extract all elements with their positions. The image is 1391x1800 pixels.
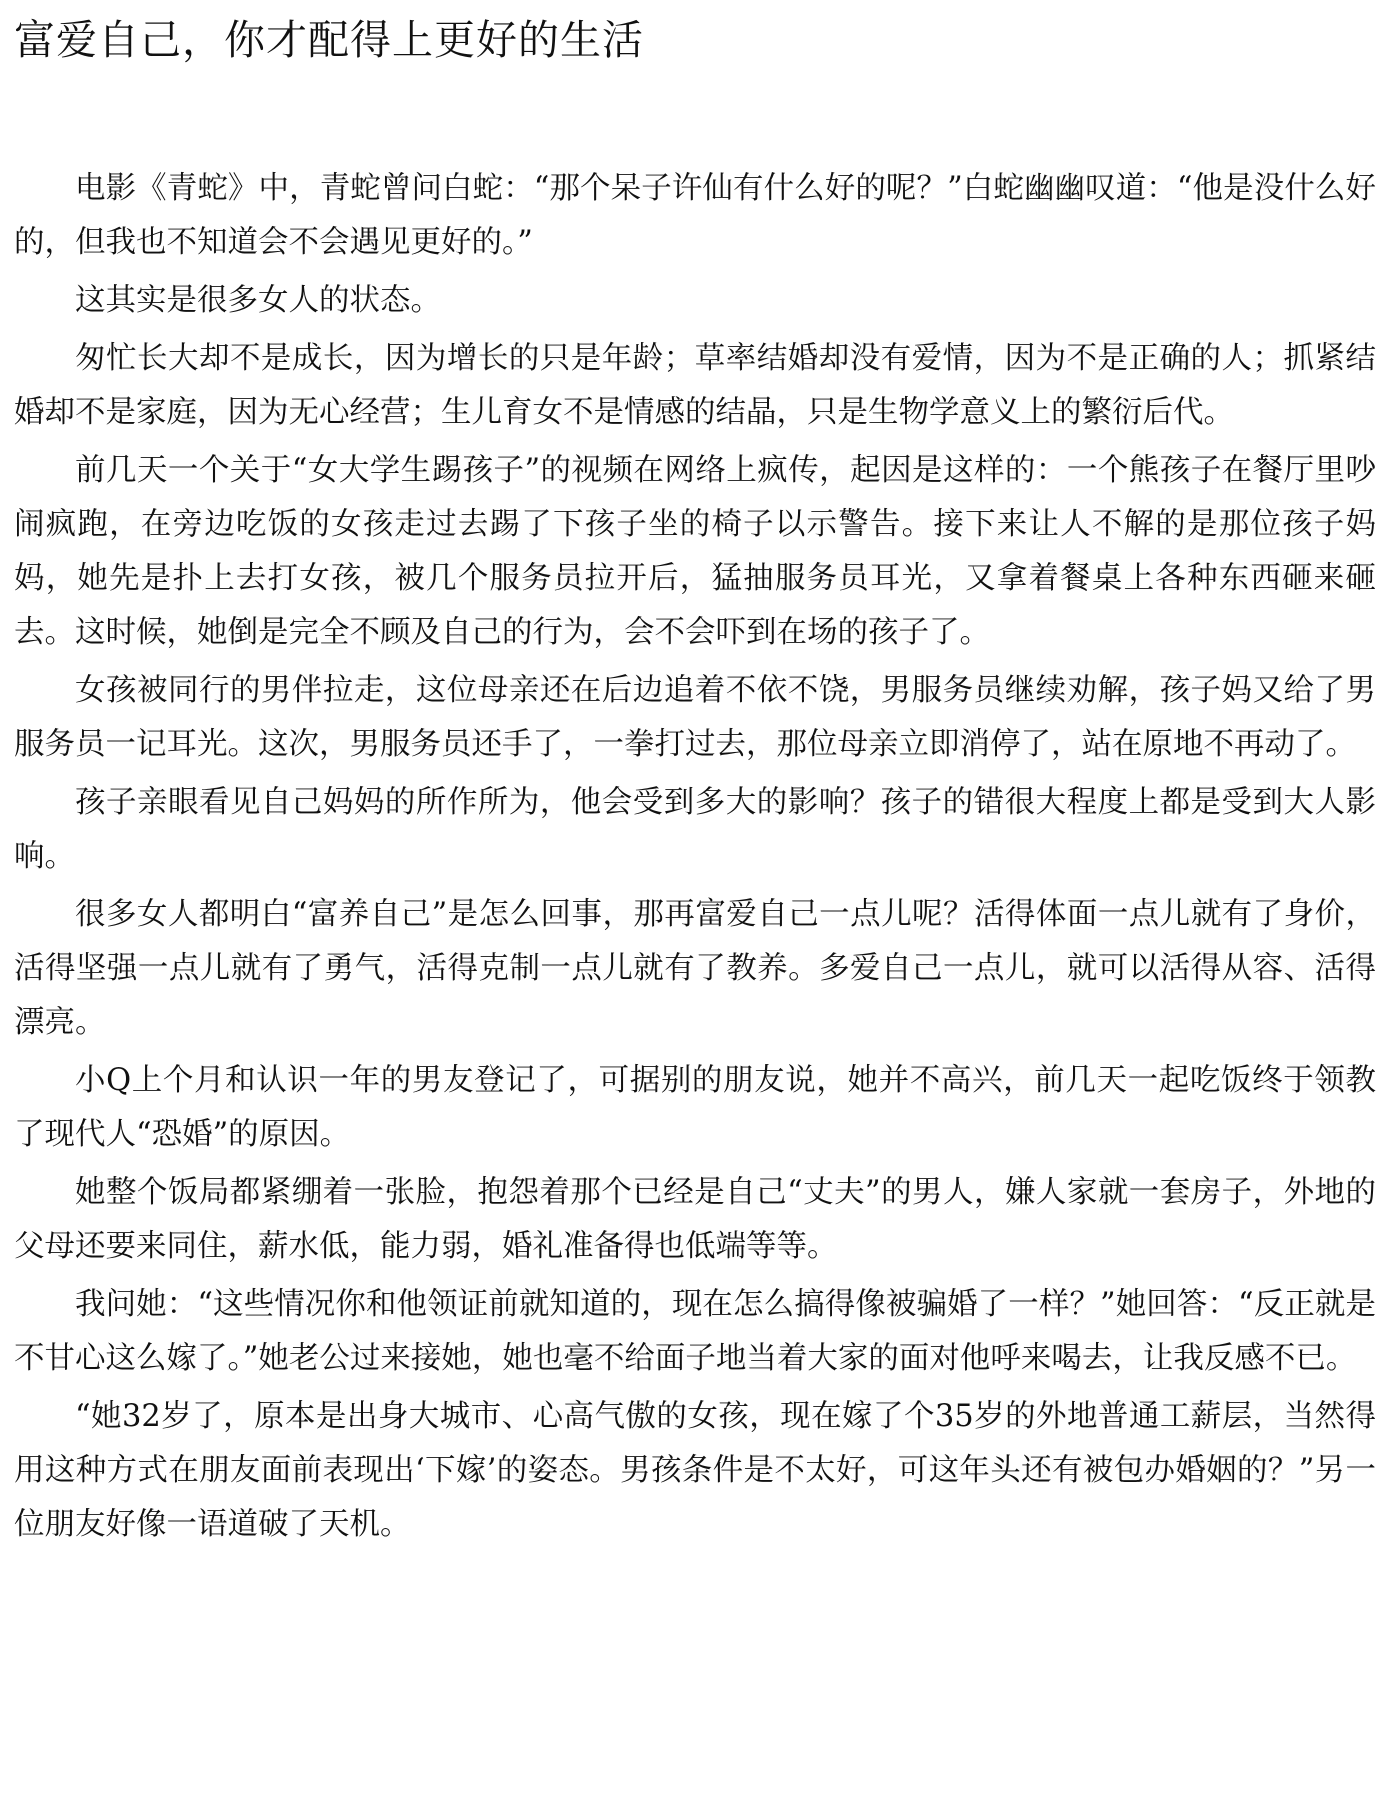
article-body bbox=[14, 162, 1376, 1552]
paragraph: “她32岁了，原本是出身大城市、心高气傲的女孩，现在嫁了个35岁的外地普通工薪层，当然得用这种方式在朋友面前表现出‘下嫁’的姿态。男孩条件是不太好，可这年头还有被包办婚姻的？”另一位朋友好像一语道破了天机。 bbox=[14, 1399, 1376, 1542]
paragraph: 孩子亲眼看见自己妈妈的所作所为，他会受到多大的影响？孩子的错很大程度上都是受到大人影响。 bbox=[14, 785, 1376, 874]
article-title: 富爱自己，你才配得上更好的生活 bbox=[14, 16, 644, 64]
paragraph: 她整个饭局都紧绷着一张脸，抱怨着那个已经是自己“丈夫”的男人，嫌人家就一套房子，外地的父母还要来同住，薪水低，能力弱，婚礼准备得也低端等等。 bbox=[14, 1175, 1376, 1264]
paragraph: 女孩被同行的男伴拉走，这位母亲还在后边追着不依不饶，男服务员继续劝解，孩子妈又给了男服务员一记耳光。这次，男服务员还手了，一拳打过去，那位母亲立即消停了，站在原地不再动了。 bbox=[14, 673, 1376, 762]
paragraph: 小Q上个月和认识一年的男友登记了，可据别的朋友说，她并不高兴，前几天一起吃饭终于领教了现代人“恐婚”的原因。 bbox=[14, 1063, 1376, 1152]
paragraph: 匆忙长大却不是成长，因为增长的只是年龄；草率结婚却没有爱情，因为不是正确的人；抓紧结婚却不是家庭，因为无心经营；生儿育女不是情感的结晶，只是生物学意义上的繁衍后代。 bbox=[14, 341, 1376, 430]
paragraph: 我问她：“这些情况你和他领证前就知道的，现在怎么搞得像被骗婚了一样？”她回答：“反正就是不甘心这么嫁了。”她老公过来接她，她也毫不给面子地当着大家的面对他呼来喝去，让我反感不已。 bbox=[14, 1287, 1376, 1376]
paragraph: 很多女人都明白“富养自己”是怎么回事，那再富爱自己一点儿呢？活得体面一点儿就有了身价，活得坚强一点儿就有了勇气，活得克制一点儿就有了教养。多爱自己一点儿，就可以活得从容、活得漂亮。 bbox=[14, 897, 1376, 1040]
paragraph: 电影《青蛇》中，青蛇曾问白蛇：“那个呆子许仙有什么好的呢？”白蛇幽幽叹道：“他是没什么好的，但我也不知道会不会遇见更好的。” bbox=[14, 171, 1376, 260]
paragraph: 这其实是很多女人的状态。 bbox=[75, 283, 441, 318]
paragraph: 前几天一个关于“女大学生踢孩子”的视频在网络上疯传，起因是这样的：一个熊孩子在餐厅里吵闹疯跑，在旁边吃饭的女孩走过去踢了下孩子坐的椅子以示警告。接下来让人不解的是那位孩子妈妈，她先是扑上去打女孩，被几个服务员拉开后，猛抽服务员耳光，又拿着餐桌上各种东西砸来砸去。这时候，她倒是完全不顾及自己的行为，会不会吓到在场的孩子了。 bbox=[14, 453, 1376, 650]
